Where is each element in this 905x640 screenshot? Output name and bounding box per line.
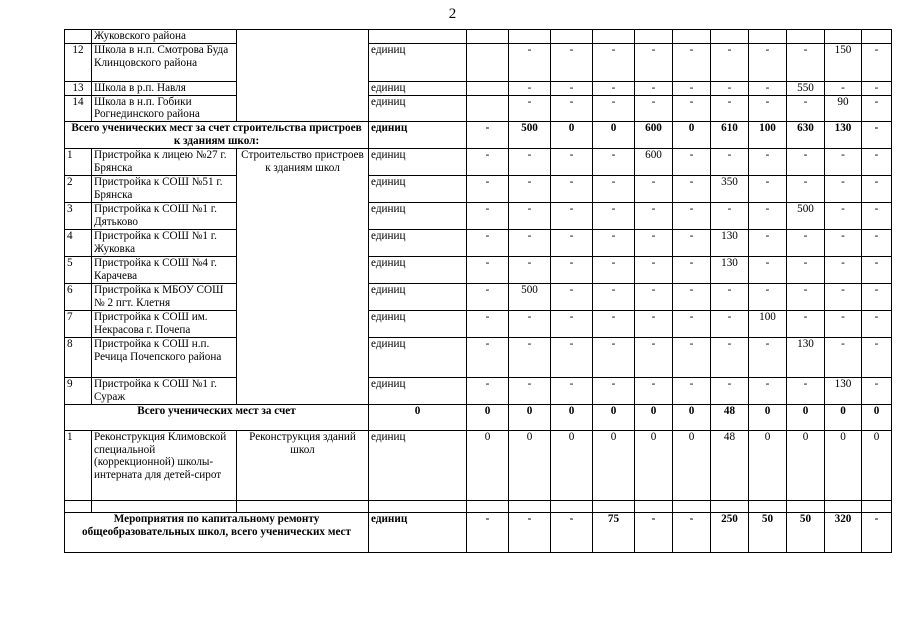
empty-cell — [825, 500, 862, 512]
value-cell: - — [551, 229, 593, 256]
value-cell: - — [635, 337, 673, 377]
value-cell: - — [673, 256, 711, 283]
value-cell: 0 — [862, 430, 892, 500]
value-cell: - — [862, 81, 892, 95]
total-value: 0 — [593, 122, 635, 149]
total-value: - — [509, 512, 551, 552]
value-cell: - — [673, 310, 711, 337]
value-cell: - — [551, 81, 593, 95]
value-cell — [749, 30, 787, 44]
object-name: Пристройка к СОШ №1 г. Дятьково — [92, 202, 237, 229]
unit-cell: единиц — [369, 512, 467, 552]
value-cell: 500 — [509, 283, 551, 310]
total-value: 250 — [711, 512, 749, 552]
value-cell: - — [635, 202, 673, 229]
table-row — [65, 229, 892, 256]
value-cell: - — [509, 310, 551, 337]
value-cell: - — [825, 283, 862, 310]
value-cell: - — [749, 148, 787, 175]
value-cell: - — [509, 95, 551, 122]
value-cell: - — [467, 229, 509, 256]
total-value: 0 — [749, 404, 787, 430]
value-cell — [551, 30, 593, 44]
unit-cell: единиц — [369, 430, 467, 500]
value-cell: - — [825, 81, 862, 95]
page-number: 2 — [448, 6, 457, 22]
value-cell: - — [509, 256, 551, 283]
value-cell: - — [749, 95, 787, 122]
value-cell: 500 — [787, 202, 825, 229]
total-value: 0 — [635, 404, 673, 430]
value-cell: - — [711, 283, 749, 310]
value-cell — [711, 30, 749, 44]
object-name: Пристройка к лицею №27 г. Брянска — [92, 148, 237, 175]
unit-cell: единиц — [369, 337, 467, 377]
value-cell: - — [825, 310, 862, 337]
object-name: Школа в н.п. Смотрова Буда Клинцовского района — [92, 43, 237, 81]
table-row — [65, 122, 892, 149]
data-table — [64, 29, 892, 553]
value-cell: 0 — [749, 430, 787, 500]
table-row — [65, 30, 892, 44]
value-cell: - — [551, 202, 593, 229]
total-value: 48 — [711, 404, 749, 430]
value-cell: - — [635, 229, 673, 256]
total-value: 0 — [787, 404, 825, 430]
object-name: Школа в н.п. Гобики Рогнединского района — [92, 95, 237, 122]
unit-cell: единиц — [369, 310, 467, 337]
empty-cell — [237, 500, 369, 512]
total-value: - — [862, 512, 892, 552]
row-number: 7 — [65, 310, 92, 337]
value-cell: - — [825, 337, 862, 377]
row-number: 1 — [65, 430, 92, 500]
empty-cell — [787, 500, 825, 512]
value-cell: - — [825, 175, 862, 202]
value-cell: - — [635, 256, 673, 283]
table-row — [65, 377, 892, 404]
value-cell: - — [711, 310, 749, 337]
value-cell: - — [787, 256, 825, 283]
empty-cell — [467, 500, 509, 512]
value-cell: - — [509, 148, 551, 175]
value-cell: 0 — [635, 430, 673, 500]
value-cell: - — [467, 377, 509, 404]
value-cell: - — [862, 43, 892, 81]
row-number: 9 — [65, 377, 92, 404]
value-cell — [509, 30, 551, 44]
value-cell: - — [749, 256, 787, 283]
total-value: 0 — [673, 122, 711, 149]
value-cell: - — [467, 148, 509, 175]
value-cell: 0 — [467, 430, 509, 500]
value-cell: 0 — [787, 430, 825, 500]
value-cell: - — [749, 337, 787, 377]
total-value: 50 — [749, 512, 787, 552]
total-value: - — [635, 512, 673, 552]
total-value: 600 — [635, 122, 673, 149]
value-cell: - — [467, 175, 509, 202]
value-cell: - — [862, 148, 892, 175]
value-cell: - — [593, 43, 635, 81]
value-cell — [593, 30, 635, 44]
value-cell: - — [551, 310, 593, 337]
value-cell: 130 — [787, 337, 825, 377]
value-cell: - — [509, 202, 551, 229]
value-cell: 90 — [825, 95, 862, 122]
empty-cell — [65, 500, 92, 512]
value-cell: - — [862, 95, 892, 122]
value-cell: - — [593, 95, 635, 122]
table-row — [65, 95, 892, 122]
value-cell: - — [593, 175, 635, 202]
row-number: 3 — [65, 202, 92, 229]
value-cell: - — [862, 377, 892, 404]
value-cell: 48 — [711, 430, 749, 500]
object-name: Школа в р.п. Навля — [92, 81, 237, 95]
total-value: 0 — [593, 404, 635, 430]
row-number: 12 — [65, 43, 92, 81]
value-cell — [467, 81, 509, 95]
unit-cell: единиц — [369, 81, 467, 95]
value-cell — [635, 30, 673, 44]
value-cell: - — [749, 81, 787, 95]
table-row — [65, 512, 892, 552]
value-cell: - — [825, 256, 862, 283]
value-cell: 130 — [711, 229, 749, 256]
value-cell — [825, 30, 862, 44]
value-cell: - — [635, 43, 673, 81]
value-cell: - — [787, 283, 825, 310]
value-cell: - — [862, 256, 892, 283]
value-cell: - — [862, 175, 892, 202]
value-cell: 0 — [825, 430, 862, 500]
value-cell: - — [593, 283, 635, 310]
empty-cell — [862, 500, 892, 512]
total-value: 0 — [509, 404, 551, 430]
table-row — [65, 81, 892, 95]
value-cell: - — [862, 202, 892, 229]
object-name: Пристройка к СОШ №1 г. Сураж — [92, 377, 237, 404]
value-cell: - — [711, 337, 749, 377]
table-row — [65, 148, 892, 175]
total-value: 130 — [825, 122, 862, 149]
value-cell: - — [673, 337, 711, 377]
total-value: 100 — [749, 122, 787, 149]
total-value: 75 — [593, 512, 635, 552]
value-cell: - — [787, 175, 825, 202]
total-value: 0 — [673, 404, 711, 430]
unit-cell: единиц — [369, 175, 467, 202]
value-cell: - — [711, 377, 749, 404]
total-value: - — [467, 512, 509, 552]
total-value: 0 — [862, 404, 892, 430]
value-cell: - — [862, 310, 892, 337]
value-cell: - — [673, 95, 711, 122]
value-cell: 130 — [711, 256, 749, 283]
value-cell: - — [787, 95, 825, 122]
value-cell: - — [593, 229, 635, 256]
table-row — [65, 404, 892, 430]
total-value: 500 — [509, 122, 551, 149]
empty-cell — [673, 500, 711, 512]
value-cell: 550 — [787, 81, 825, 95]
total-value: 0 — [467, 404, 509, 430]
value-cell: 600 — [635, 148, 673, 175]
row-number: 5 — [65, 256, 92, 283]
value-cell: - — [749, 283, 787, 310]
row-number: 1 — [65, 148, 92, 175]
row-number: 2 — [65, 175, 92, 202]
value-cell: - — [673, 202, 711, 229]
value-cell: - — [551, 337, 593, 377]
table-row — [65, 310, 892, 337]
value-cell: 0 — [551, 430, 593, 500]
value-cell: - — [787, 229, 825, 256]
table-row — [65, 175, 892, 202]
row-number — [65, 30, 92, 44]
total-value: 320 — [825, 512, 862, 552]
value-cell: - — [593, 202, 635, 229]
value-cell: - — [551, 95, 593, 122]
value-cell: - — [593, 256, 635, 283]
value-cell: - — [787, 310, 825, 337]
value-cell: - — [825, 229, 862, 256]
row-number: 4 — [65, 229, 92, 256]
unit-cell: единиц — [369, 148, 467, 175]
value-cell — [467, 30, 509, 44]
value-cell: 0 — [673, 430, 711, 500]
empty-cell — [749, 500, 787, 512]
value-cell: - — [862, 283, 892, 310]
empty-cell — [711, 500, 749, 512]
total-value: - — [551, 512, 593, 552]
value-cell: - — [673, 283, 711, 310]
value-cell: 350 — [711, 175, 749, 202]
value-cell: - — [673, 175, 711, 202]
object-name: Пристройка к СОШ н.п. Речица Почепского района — [92, 337, 237, 377]
value-cell: 0 — [509, 430, 551, 500]
value-cell: - — [467, 283, 509, 310]
table-row — [65, 430, 892, 500]
value-cell: - — [509, 43, 551, 81]
value-cell: - — [509, 337, 551, 377]
total-value: 0 — [551, 122, 593, 149]
row-number: 14 — [65, 95, 92, 122]
unit-cell: единиц — [369, 256, 467, 283]
empty-cell — [593, 500, 635, 512]
value-cell: - — [551, 256, 593, 283]
value-cell: - — [551, 43, 593, 81]
value-cell: - — [509, 175, 551, 202]
total-value: 0 — [369, 404, 467, 430]
table-row — [65, 202, 892, 229]
table-row — [65, 43, 892, 81]
value-cell: - — [467, 337, 509, 377]
object-name: Жуковского района — [92, 30, 237, 44]
group-label: Реконструкция зданий школ — [237, 430, 369, 500]
total-value: 630 — [787, 122, 825, 149]
value-cell: - — [787, 148, 825, 175]
object-name: Пристройка к МБОУ СОШ № 2 пгт. Клетня — [92, 283, 237, 310]
total-value: 0 — [551, 404, 593, 430]
value-cell: - — [635, 377, 673, 404]
value-cell: - — [509, 229, 551, 256]
value-cell: - — [862, 229, 892, 256]
value-cell: - — [635, 95, 673, 122]
value-cell: - — [673, 81, 711, 95]
value-cell: - — [862, 337, 892, 377]
value-cell: - — [711, 43, 749, 81]
value-cell: - — [635, 283, 673, 310]
value-cell — [467, 43, 509, 81]
empty-cell — [92, 500, 237, 512]
value-cell: - — [673, 148, 711, 175]
value-cell — [862, 30, 892, 44]
row-number: 8 — [65, 337, 92, 377]
table-row — [65, 283, 892, 310]
unit-cell — [369, 30, 467, 44]
group-label: Строительство пристроев к зданиям школ — [237, 148, 369, 404]
value-cell: - — [673, 377, 711, 404]
total-value: - — [862, 122, 892, 149]
value-cell: - — [673, 43, 711, 81]
object-name: Пристройка к СОШ им. Некрасова г. Почепа — [92, 310, 237, 337]
value-cell: - — [509, 81, 551, 95]
value-cell — [467, 95, 509, 122]
table-row — [65, 256, 892, 283]
object-name: Пристройка к СОШ №4 г. Карачева — [92, 256, 237, 283]
value-cell: - — [593, 81, 635, 95]
unit-cell: единиц — [369, 377, 467, 404]
total-value: 50 — [787, 512, 825, 552]
value-cell: 100 — [749, 310, 787, 337]
total-value: 0 — [825, 404, 862, 430]
value-cell: - — [825, 148, 862, 175]
value-cell: - — [749, 175, 787, 202]
unit-cell: единиц — [369, 95, 467, 122]
object-name: Пристройка к СОШ №1 г. Жуковка — [92, 229, 237, 256]
value-cell: - — [635, 81, 673, 95]
total-value: - — [673, 512, 711, 552]
value-cell: - — [593, 377, 635, 404]
unit-cell: единиц — [369, 43, 467, 81]
value-cell: - — [551, 175, 593, 202]
object-name: Пристройка к СОШ №51 г. Брянска — [92, 175, 237, 202]
value-cell: - — [749, 43, 787, 81]
value-cell: - — [673, 229, 711, 256]
value-cell: - — [467, 202, 509, 229]
empty-cell — [635, 500, 673, 512]
value-cell: - — [711, 202, 749, 229]
value-cell: - — [749, 202, 787, 229]
row-number: 13 — [65, 81, 92, 95]
value-cell: - — [635, 175, 673, 202]
table-row — [65, 337, 892, 377]
row-number: 6 — [65, 283, 92, 310]
unit-cell: единиц — [369, 229, 467, 256]
value-cell: 150 — [825, 43, 862, 81]
value-cell: - — [551, 377, 593, 404]
total-label: Мероприятия по капитальному ремонту общеобразовательных школ, всего ученических мест — [65, 512, 369, 552]
value-cell: - — [593, 148, 635, 175]
value-cell: - — [467, 256, 509, 283]
total-label: Всего ученических мест за счет строительства пристроев к зданиям школ: — [65, 122, 369, 149]
value-cell: 0 — [593, 430, 635, 500]
object-name: Реконструкция Климовской специальной (коррекционной) школы-интерната для детей-сирот — [92, 430, 237, 500]
total-label: Всего ученических мест за счет — [65, 404, 369, 430]
unit-cell: единиц — [369, 202, 467, 229]
value-cell: 130 — [825, 377, 862, 404]
value-cell: - — [825, 202, 862, 229]
total-value: 610 — [711, 122, 749, 149]
unit-cell: единиц — [369, 122, 467, 149]
table-row — [65, 500, 892, 512]
empty-cell — [369, 500, 467, 512]
empty-cell — [551, 500, 593, 512]
value-cell: - — [711, 81, 749, 95]
value-cell: - — [551, 148, 593, 175]
value-cell: - — [593, 337, 635, 377]
value-cell: - — [467, 310, 509, 337]
value-cell — [787, 30, 825, 44]
value-cell: - — [593, 310, 635, 337]
value-cell — [673, 30, 711, 44]
value-cell: - — [787, 377, 825, 404]
value-cell: - — [711, 148, 749, 175]
value-cell: - — [749, 377, 787, 404]
value-cell: - — [711, 95, 749, 122]
group-cell — [237, 30, 369, 122]
unit-cell: единиц — [369, 283, 467, 310]
value-cell: - — [787, 43, 825, 81]
empty-cell — [509, 500, 551, 512]
total-value: - — [467, 122, 509, 149]
value-cell: - — [509, 377, 551, 404]
value-cell: - — [749, 229, 787, 256]
value-cell: - — [551, 283, 593, 310]
value-cell: - — [635, 310, 673, 337]
